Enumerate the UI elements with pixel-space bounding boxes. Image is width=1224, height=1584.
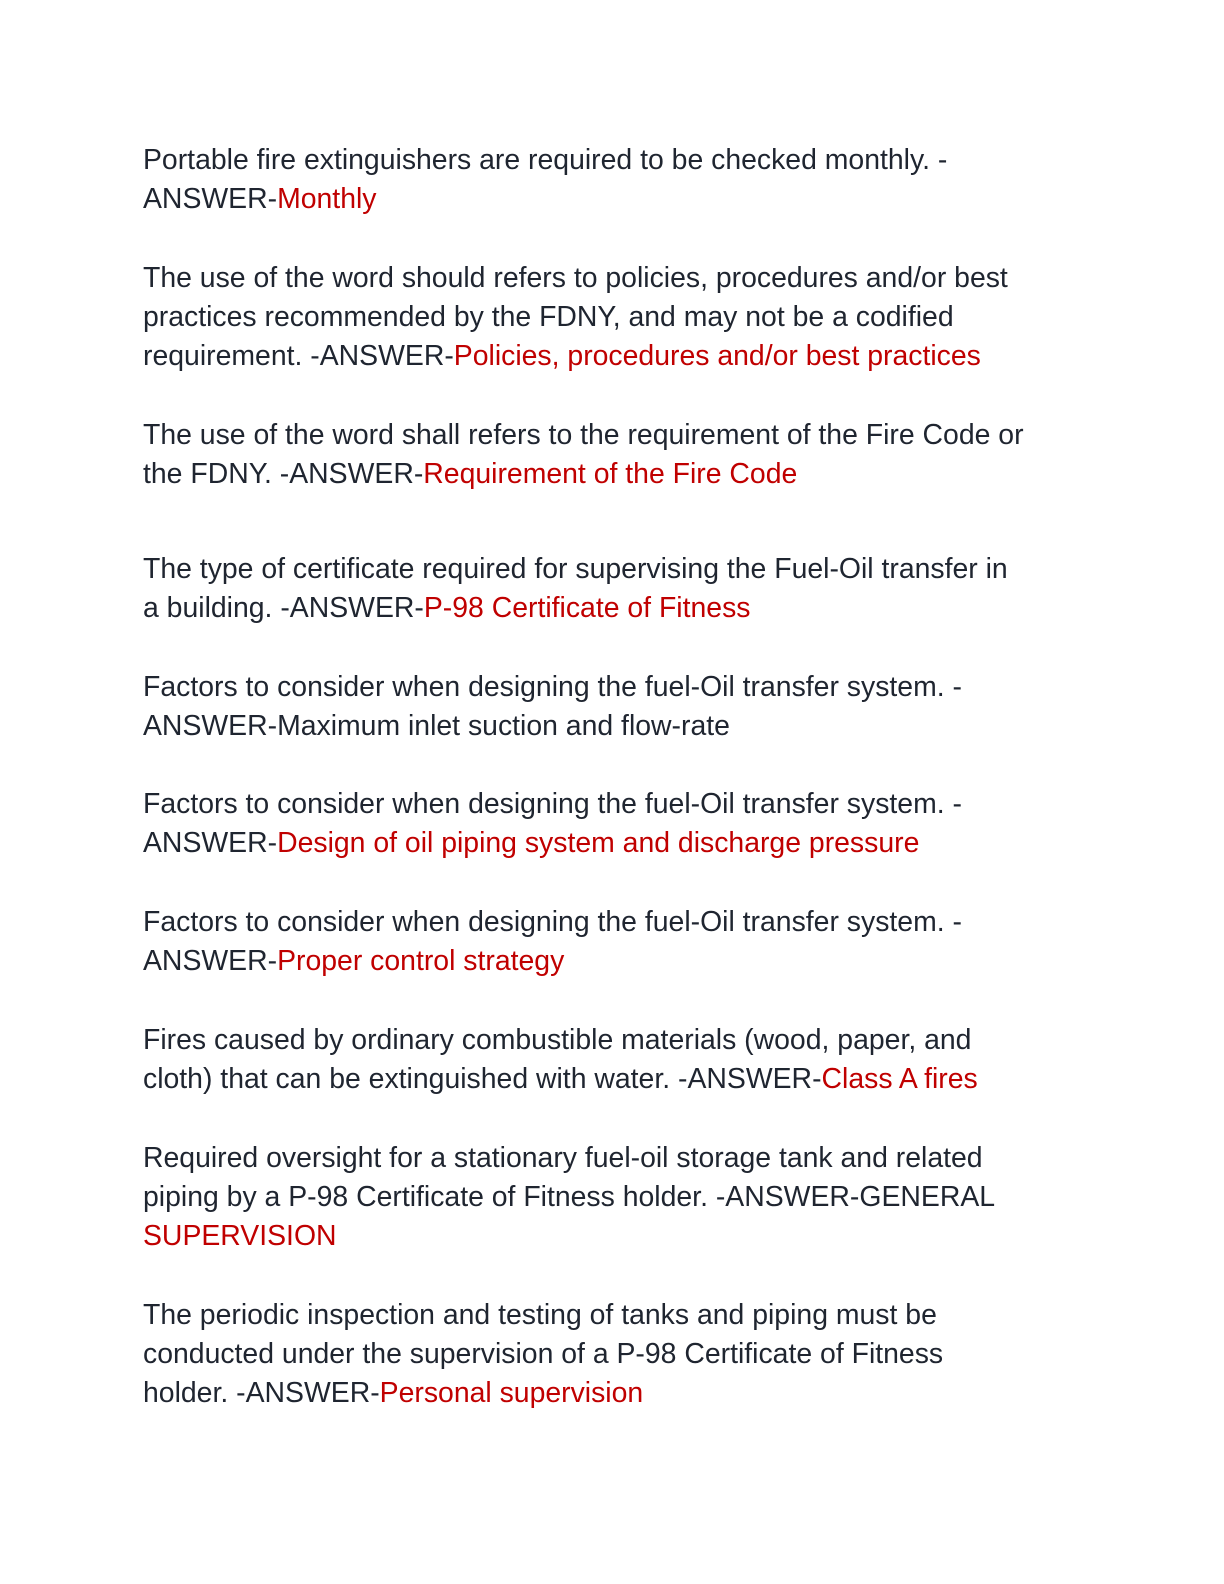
question-text: ANSWER- — [143, 945, 278, 977]
text-line — [143, 903, 1083, 942]
question-text: holder. -ANSWER- — [143, 1377, 380, 1409]
text-line — [143, 141, 1083, 180]
question-text: conducted under the supervision of a P-98 Certificate of Fitness — [143, 1338, 944, 1370]
question-text: the FDNY. -ANSWER- — [143, 458, 424, 490]
question-text: cloth) that can be extinguished with water. -ANSWER- — [143, 1063, 822, 1095]
text-line — [143, 785, 1083, 824]
text-line — [143, 1060, 1083, 1099]
answer-text: Design of oil piping system and discharge pressure — [277, 827, 920, 859]
answer-text: Requirement of the Fire Code — [423, 458, 798, 490]
question-text: Portable fire extinguishers are required to be checked monthly. - — [143, 144, 948, 176]
text-line — [143, 1335, 1083, 1374]
question-text: requirement. -ANSWER- — [143, 340, 454, 372]
question-text: Factors to consider when designing the fuel-Oil transfer system. - — [143, 788, 962, 820]
question-text: The type of certificate required for supervising the Fuel-Oil transfer in — [143, 553, 1008, 585]
question-text: ANSWER-Maximum inlet suction and flow-rate — [143, 710, 730, 742]
question-text: a building. -ANSWER- — [143, 592, 424, 624]
question-text: ANSWER- — [143, 827, 278, 859]
text-line — [143, 1296, 1083, 1335]
text-line — [143, 337, 1083, 376]
question-text: Factors to consider when designing the fuel-Oil transfer system. - — [143, 671, 962, 703]
text-line — [143, 942, 1083, 981]
text-line — [143, 455, 1083, 494]
answer-text: Monthly — [277, 183, 377, 215]
text-line — [143, 1139, 1083, 1178]
text-line — [143, 298, 1083, 337]
qa-item-10 — [143, 1296, 1083, 1413]
text-line — [143, 550, 1083, 589]
text-line — [143, 707, 1083, 746]
answer-text: P-98 Certificate of Fitness — [423, 592, 751, 624]
question-text: The use of the word shall refers to the requirement of the Fire Code or — [143, 419, 1024, 451]
qa-item-9 — [143, 1139, 1083, 1256]
qa-item-6 — [143, 785, 1083, 863]
text-line — [143, 1217, 1083, 1256]
question-text: Factors to consider when designing the fuel-Oil transfer system. - — [143, 906, 962, 938]
text-line — [143, 259, 1083, 298]
answer-text: SUPERVISION — [143, 1220, 337, 1252]
answer-text: Personal supervision — [379, 1377, 644, 1409]
question-text: ANSWER- — [143, 183, 278, 215]
answer-text: Proper control strategy — [277, 945, 565, 977]
question-text: Required oversight for a stationary fuel-oil storage tank and related — [143, 1142, 983, 1174]
qa-item-5 — [143, 668, 1083, 746]
text-line — [143, 1178, 1083, 1217]
question-text: practices recommended by the FDNY, and may not be a codified — [143, 301, 954, 333]
qa-item-3 — [143, 416, 1083, 494]
text-line — [143, 180, 1083, 219]
text-line — [143, 824, 1083, 863]
text-line — [143, 1021, 1083, 1060]
qa-item-8 — [143, 1021, 1083, 1099]
question-text: The periodic inspection and testing of tanks and piping must be — [143, 1299, 937, 1331]
question-text: The use of the word should refers to policies, procedures and/or best — [143, 262, 1008, 294]
answer-text: Policies, procedures and/or best practices — [453, 340, 981, 372]
text-line — [143, 589, 1083, 628]
qa-item-7 — [143, 903, 1083, 981]
question-text: Fires caused by ordinary combustible materials (wood, paper, and — [143, 1024, 972, 1056]
qa-item-1 — [143, 141, 1083, 219]
text-line — [143, 668, 1083, 707]
qa-item-4 — [143, 550, 1083, 628]
answer-text: Class A fires — [821, 1063, 978, 1095]
qa-item-2 — [143, 259, 1083, 376]
text-line — [143, 416, 1083, 455]
question-text: piping by a P-98 Certificate of Fitness holder. -ANSWER-GENERAL — [143, 1181, 996, 1213]
text-line — [143, 1374, 1083, 1413]
